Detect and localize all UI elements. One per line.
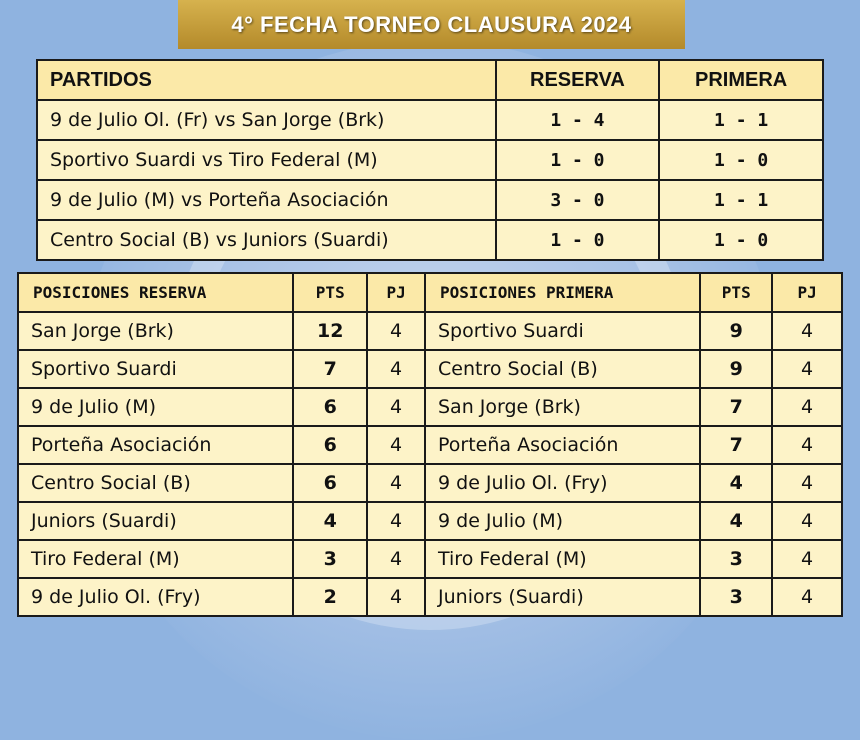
- reserva-pts: 3: [293, 540, 367, 578]
- primera-team: Centro Social (B): [425, 350, 700, 388]
- primera-pts: 4: [700, 502, 772, 540]
- reserva-score: 1 - 4: [496, 100, 660, 140]
- reserva-pj: 4: [367, 540, 425, 578]
- match-row: [37, 140, 823, 180]
- pts-header: PTS: [700, 273, 772, 312]
- primera-team: Sportivo Suardi: [425, 312, 700, 350]
- reserva-team: 9 de Julio Ol. (Fry): [18, 578, 293, 616]
- posiciones-header-row: [18, 273, 842, 312]
- page-title: 4° FECHA TORNEO CLAUSURA 2024: [178, 0, 685, 49]
- reserva-pj: 4: [367, 578, 425, 616]
- primera-score: 1 - 0: [659, 140, 823, 180]
- primera-pj: 4: [772, 540, 842, 578]
- reserva-pts: 2: [293, 578, 367, 616]
- primera-team: Juniors (Suardi): [425, 578, 700, 616]
- reserva-pts: 4: [293, 502, 367, 540]
- reserva-team: Centro Social (B): [18, 464, 293, 502]
- reserva-team: Sportivo Suardi: [18, 350, 293, 388]
- match-name: 9 de Julio (M) vs Porteña Asociación: [37, 180, 496, 220]
- primera-pts: 4: [700, 464, 772, 502]
- pj-header: PJ: [772, 273, 842, 312]
- partidos-header: PARTIDOS: [37, 60, 496, 100]
- primera-pts: 7: [700, 388, 772, 426]
- match-row: [37, 100, 823, 140]
- match-row: [37, 180, 823, 220]
- reserva-score: 3 - 0: [496, 180, 660, 220]
- reserva-team: Tiro Federal (M): [18, 540, 293, 578]
- standings-row: [18, 312, 842, 350]
- primera-team: San Jorge (Brk): [425, 388, 700, 426]
- primera-pj: 4: [772, 502, 842, 540]
- match-row: [37, 220, 823, 260]
- reserva-score: 1 - 0: [496, 220, 660, 260]
- primera-team: 9 de Julio Ol. (Fry): [425, 464, 700, 502]
- pts-header: PTS: [293, 273, 367, 312]
- primera-pj: 4: [772, 388, 842, 426]
- primera-pts: 7: [700, 426, 772, 464]
- reserva-team: 9 de Julio (M): [18, 388, 293, 426]
- standings-row: [18, 464, 842, 502]
- primera-score: 1 - 1: [659, 180, 823, 220]
- posiciones-primera-header: POSICIONES PRIMERA: [425, 273, 700, 312]
- reserva-pts: 6: [293, 388, 367, 426]
- primera-pts: 9: [700, 312, 772, 350]
- reserva-pj: 4: [367, 502, 425, 540]
- standings-row: [18, 350, 842, 388]
- standings-row: [18, 540, 842, 578]
- primera-pj: 4: [772, 578, 842, 616]
- standings-row: [18, 388, 842, 426]
- match-name: Centro Social (B) vs Juniors (Suardi): [37, 220, 496, 260]
- reserva-pts: 6: [293, 464, 367, 502]
- standings-row: [18, 502, 842, 540]
- reserva-pj: 4: [367, 426, 425, 464]
- reserva-score: 1 - 0: [496, 140, 660, 180]
- match-name: Sportivo Suardi vs Tiro Federal (M): [37, 140, 496, 180]
- posiciones-table: [17, 272, 843, 617]
- posiciones-reserva-header: POSICIONES RESERVA: [18, 273, 293, 312]
- partidos-header-row: [37, 60, 823, 100]
- primera-team: Tiro Federal (M): [425, 540, 700, 578]
- reserva-pts: 7: [293, 350, 367, 388]
- standings-row: [18, 578, 842, 616]
- primera-pj: 4: [772, 426, 842, 464]
- reserva-team: Juniors (Suardi): [18, 502, 293, 540]
- primera-score: 1 - 0: [659, 220, 823, 260]
- standings-row: [18, 426, 842, 464]
- reserva-pj: 4: [367, 464, 425, 502]
- reserva-team: Porteña Asociación: [18, 426, 293, 464]
- primera-header: PRIMERA: [659, 60, 823, 100]
- pj-header: PJ: [367, 273, 425, 312]
- reserva-team: San Jorge (Brk): [18, 312, 293, 350]
- primera-team: 9 de Julio (M): [425, 502, 700, 540]
- primera-pts: 9: [700, 350, 772, 388]
- primera-pts: 3: [700, 540, 772, 578]
- reserva-pj: 4: [367, 350, 425, 388]
- primera-pj: 4: [772, 350, 842, 388]
- match-name: 9 de Julio Ol. (Fr) vs San Jorge (Brk): [37, 100, 496, 140]
- primera-pts: 3: [700, 578, 772, 616]
- reserva-pj: 4: [367, 388, 425, 426]
- reserva-pts: 12: [293, 312, 367, 350]
- reserva-header: RESERVA: [496, 60, 660, 100]
- primera-team: Porteña Asociación: [425, 426, 700, 464]
- primera-pj: 4: [772, 312, 842, 350]
- reserva-pts: 6: [293, 426, 367, 464]
- partidos-table: [36, 59, 824, 261]
- primera-score: 1 - 1: [659, 100, 823, 140]
- primera-pj: 4: [772, 464, 842, 502]
- reserva-pj: 4: [367, 312, 425, 350]
